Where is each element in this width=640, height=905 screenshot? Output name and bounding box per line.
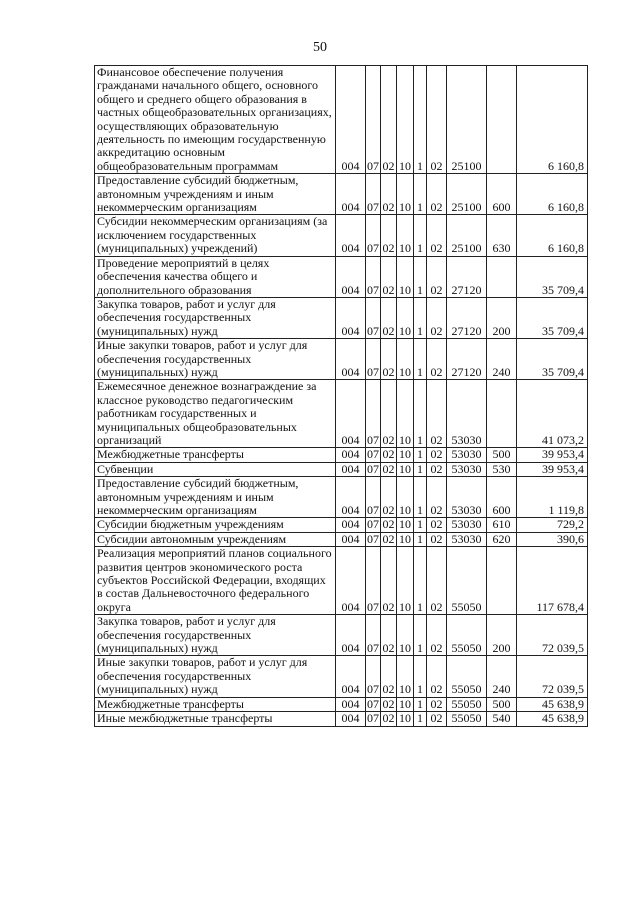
grbs-code-cell: 004	[336, 297, 366, 338]
program-code-cell: 10	[397, 656, 414, 697]
program-code-cell: 10	[397, 256, 414, 297]
program-code-cell: 10	[397, 547, 414, 615]
direction-code-cell: 53030	[447, 532, 487, 546]
row-name-cell	[95, 712, 336, 726]
table-row	[95, 66, 588, 174]
section-code-cell: 07	[366, 477, 381, 518]
amount-cell: 6 160,8	[517, 174, 588, 215]
section-code-cell: 07	[366, 215, 381, 256]
row-name-text: Субсидии автономным учреждениям	[97, 532, 287, 546]
direction-code-cell: 25100	[447, 215, 487, 256]
subprogram-code-cell: 1	[414, 547, 427, 615]
subsection-code-cell: 02	[382, 447, 395, 462]
grbs-code-cell: 004	[336, 448, 366, 462]
expense-type-code-cell	[487, 547, 517, 615]
row-name-cell	[95, 518, 336, 532]
event-code-cell: 02	[427, 339, 447, 380]
amount-cell: 39 953,4	[517, 462, 588, 476]
direction-code-cell: 53030	[447, 448, 487, 462]
section-code-cell: 07	[367, 517, 379, 532]
budget-table	[94, 65, 588, 727]
expense-type-code-cell: 600	[487, 174, 517, 215]
table-row	[95, 712, 588, 726]
table-row	[95, 380, 588, 448]
amount-cell: 35 709,4	[517, 256, 588, 297]
row-name-cell	[95, 339, 336, 380]
expense-type-code-cell: 630	[487, 215, 517, 256]
amount-cell: 39 953,4	[517, 448, 588, 462]
subsection-code-cell: 02	[382, 462, 395, 476]
expense-type-code-cell: 610	[487, 518, 517, 532]
program-code-cell: 10	[397, 174, 414, 215]
direction-code-cell: 53030	[447, 518, 487, 532]
section-code-cell: 07	[367, 462, 379, 476]
table-row	[95, 256, 588, 297]
direction-code-cell: 25100	[447, 174, 487, 215]
subsection-code-cell: 02	[382, 532, 395, 546]
program-code-cell: 10	[397, 66, 414, 174]
row-name-cell	[95, 380, 336, 448]
page-number: 50	[313, 40, 327, 55]
table-row	[95, 697, 588, 711]
table-row	[95, 518, 588, 532]
row-name-cell	[95, 477, 336, 518]
expense-type-code-cell: 540	[487, 712, 517, 726]
amount-cell: 41 073,2	[517, 380, 588, 448]
event-code-cell: 02	[427, 256, 447, 297]
expense-type-code-cell	[487, 380, 517, 448]
table-row	[95, 174, 588, 215]
table-row	[95, 339, 588, 380]
subprogram-code-cell: 1	[414, 256, 427, 297]
grbs-code-cell: 004	[336, 339, 366, 380]
direction-code-cell: 27120	[447, 256, 487, 297]
table-row	[95, 462, 588, 476]
direction-code-cell: 27120	[447, 297, 487, 338]
program-code-cell: 10	[397, 215, 414, 256]
expense-type-code-cell: 200	[487, 297, 517, 338]
event-code-cell: 02	[427, 215, 447, 256]
section-code-cell: 07	[366, 339, 381, 380]
event-code-cell: 02	[427, 297, 447, 338]
subprogram-code-cell: 1	[414, 532, 427, 546]
subprogram-code-cell: 1	[414, 448, 427, 462]
subsection-code-cell: 02	[381, 297, 397, 338]
expense-type-code-cell: 500	[487, 448, 517, 462]
amount-cell: 117 678,4	[517, 547, 588, 615]
table-row	[95, 615, 588, 656]
amount-cell: 1 119,8	[517, 477, 588, 518]
direction-code-cell: 55050	[447, 615, 487, 656]
expense-type-code-cell: 240	[487, 339, 517, 380]
direction-code-cell: 55050	[447, 712, 487, 726]
event-code-cell: 02	[427, 712, 447, 726]
row-name-text: Реализация мероприятий планов социального развития центров экономического роста субъектов Российской Федерации, входящих в состав Дальневосточного федерального округа	[97, 546, 332, 614]
subsection-code-cell: 02	[381, 174, 397, 215]
direction-code-cell: 53030	[447, 477, 487, 518]
subsection-code-cell: 02	[381, 339, 397, 380]
event-code-cell: 02	[427, 477, 447, 518]
expense-type-code-cell: 620	[487, 532, 517, 546]
section-code-cell: 07	[366, 297, 381, 338]
subprogram-code-cell: 1	[414, 215, 427, 256]
table-row	[95, 532, 588, 546]
subprogram-code-cell: 1	[414, 174, 427, 215]
section-code-cell: 07	[366, 380, 381, 448]
program-code-cell: 10	[397, 477, 414, 518]
amount-cell: 72 039,5	[517, 656, 588, 697]
subprogram-code-cell: 1	[414, 462, 427, 476]
row-name-cell	[95, 448, 336, 462]
section-code-cell: 07	[366, 547, 381, 615]
event-code-cell: 02	[427, 448, 447, 462]
row-name-text: Субсидии некоммерческим организациям (за исключением государственных (муниципальных) учреждений)	[97, 214, 328, 256]
expense-type-code-cell	[487, 256, 517, 297]
amount-cell: 72 039,5	[517, 615, 588, 656]
direction-code-cell: 55050	[447, 656, 487, 697]
row-name-text: Иные закупки товаров, работ и услуг для обеспечения государственных (муниципальных) нужд	[97, 655, 308, 697]
grbs-code-cell: 004	[336, 697, 366, 711]
program-code-cell: 10	[397, 712, 414, 726]
section-code-cell: 07	[366, 615, 381, 656]
grbs-code-cell: 004	[336, 532, 366, 546]
amount-cell: 6 160,8	[517, 215, 588, 256]
event-code-cell: 02	[427, 380, 447, 448]
grbs-code-cell: 004	[336, 462, 366, 476]
subprogram-code-cell: 1	[414, 697, 427, 711]
expense-type-code-cell: 240	[487, 656, 517, 697]
table-body	[95, 66, 588, 727]
row-name-text: Предоставление субсидий бюджетным, автономным учреждениям и иным некоммерческим организациям	[97, 173, 299, 215]
amount-cell: 45 638,9	[517, 697, 588, 711]
row-name-text: Межбюджетные трансферты	[97, 447, 244, 462]
direction-code-cell: 55050	[447, 697, 487, 711]
program-code-cell: 10	[397, 615, 414, 656]
subsection-code-cell: 02	[381, 66, 397, 174]
subprogram-code-cell: 1	[414, 477, 427, 518]
section-code-cell: 07	[367, 532, 379, 546]
row-name-cell	[95, 66, 336, 174]
subsection-code-cell: 02	[381, 215, 397, 256]
section-code-cell: 07	[367, 447, 379, 462]
subprogram-code-cell: 1	[414, 518, 427, 532]
row-name-text: Проведение мероприятий в целях обеспечения качества общего и дополнительного образования	[97, 256, 270, 297]
table-row	[95, 547, 588, 615]
expense-type-code-cell: 200	[487, 615, 517, 656]
event-code-cell: 02	[427, 66, 447, 174]
grbs-code-cell: 004	[336, 547, 366, 615]
subprogram-code-cell: 1	[414, 66, 427, 174]
event-code-cell: 02	[427, 174, 447, 215]
row-name-text: Закупка товаров, работ и услуг для обеспечения государственных (муниципальных) нужд	[97, 297, 276, 338]
event-code-cell: 02	[427, 615, 447, 656]
program-code-cell: 10	[397, 532, 414, 546]
row-name-cell	[95, 297, 336, 338]
row-name-cell	[95, 532, 336, 546]
expense-type-code-cell: 600	[487, 477, 517, 518]
amount-cell: 390,6	[517, 532, 588, 546]
section-code-cell: 07	[367, 711, 379, 726]
subprogram-code-cell: 1	[414, 380, 427, 448]
event-code-cell: 02	[427, 518, 447, 532]
row-name-text: Иные закупки товаров, работ и услуг для обеспечения государственных (муниципальных) нужд	[97, 338, 308, 379]
row-name-text: Ежемесячное денежное вознаграждение за классное руководство педагогическим работникам государственных и муниципальных общеобразовательных организаций	[97, 379, 317, 447]
subsection-code-cell: 02	[381, 656, 397, 697]
row-name-cell	[95, 256, 336, 297]
grbs-code-cell: 004	[336, 615, 366, 656]
amount-cell: 729,2	[517, 518, 588, 532]
subsection-code-cell: 02	[382, 517, 395, 532]
direction-code-cell: 55050	[447, 547, 487, 615]
row-name-text: Финансовое обеспечение получения гражданами начального общего, основного общего и среднего общего образования в частных общеобразовательных организациях, осуществляющих образовательную деятельность по имеющим государственную аккредитацию основным общеобразовательным программам	[97, 65, 332, 173]
program-code-cell: 10	[397, 380, 414, 448]
amount-cell: 45 638,9	[517, 712, 588, 726]
direction-code-cell: 27120	[447, 339, 487, 380]
subsection-code-cell: 02	[381, 380, 397, 448]
table-row	[95, 477, 588, 518]
grbs-code-cell: 004	[336, 518, 366, 532]
table-row	[95, 448, 588, 462]
event-code-cell: 02	[427, 656, 447, 697]
amount-cell: 35 709,4	[517, 297, 588, 338]
row-name-cell	[95, 615, 336, 656]
grbs-code-cell: 004	[336, 380, 366, 448]
program-code-cell: 10	[397, 297, 414, 338]
event-code-cell: 02	[427, 547, 447, 615]
section-code-cell: 07	[367, 697, 379, 711]
expense-type-code-cell: 500	[487, 697, 517, 711]
table-row	[95, 297, 588, 338]
expense-type-code-cell	[487, 66, 517, 174]
subsection-code-cell: 02	[381, 547, 397, 615]
event-code-cell: 02	[427, 462, 447, 476]
event-code-cell: 02	[427, 697, 447, 711]
grbs-code-cell: 004	[336, 712, 366, 726]
row-name-cell	[95, 656, 336, 697]
row-name-cell	[95, 697, 336, 711]
amount-cell: 35 709,4	[517, 339, 588, 380]
grbs-code-cell: 004	[336, 174, 366, 215]
subprogram-code-cell: 1	[414, 656, 427, 697]
program-code-cell: 10	[397, 462, 414, 476]
subprogram-code-cell: 1	[414, 712, 427, 726]
row-name-text: Субсидии бюджетным учреждениям	[97, 517, 284, 532]
subprogram-code-cell: 1	[414, 339, 427, 380]
row-name-text: Закупка товаров, работ и услуг для обеспечения государственных (муниципальных) нужд	[97, 614, 276, 656]
section-code-cell: 07	[366, 174, 381, 215]
row-name-text: Иные межбюджетные трансферты	[97, 711, 273, 726]
grbs-code-cell: 004	[336, 477, 366, 518]
row-name-text: Межбюджетные трансферты	[97, 697, 244, 711]
grbs-code-cell: 004	[336, 256, 366, 297]
row-name-cell	[95, 215, 336, 256]
subsection-code-cell: 02	[381, 256, 397, 297]
subsection-code-cell: 02	[381, 615, 397, 656]
program-code-cell: 10	[397, 518, 414, 532]
expense-type-code-cell: 530	[487, 462, 517, 476]
section-code-cell: 07	[366, 66, 381, 174]
subsection-code-cell: 02	[381, 477, 397, 518]
row-name-cell	[95, 547, 336, 615]
section-code-cell: 07	[366, 656, 381, 697]
amount-cell: 6 160,8	[517, 66, 588, 174]
subprogram-code-cell: 1	[414, 615, 427, 656]
grbs-code-cell: 004	[336, 656, 366, 697]
table-row	[95, 656, 588, 697]
row-name-text: Субвенции	[97, 462, 154, 476]
direction-code-cell: 53030	[447, 380, 487, 448]
program-code-cell: 10	[397, 448, 414, 462]
subsection-code-cell: 02	[382, 697, 395, 711]
program-code-cell: 10	[397, 339, 414, 380]
program-code-cell: 10	[397, 697, 414, 711]
row-name-text: Предоставление субсидий бюджетным, автономным учреждениям и иным некоммерческим организациям	[97, 476, 299, 517]
grbs-code-cell: 004	[336, 66, 366, 174]
section-code-cell: 07	[366, 256, 381, 297]
subprogram-code-cell: 1	[414, 297, 427, 338]
direction-code-cell: 53030	[447, 462, 487, 476]
subsection-code-cell: 02	[382, 711, 395, 726]
row-name-cell	[95, 462, 336, 476]
grbs-code-cell: 004	[336, 215, 366, 256]
event-code-cell: 02	[427, 532, 447, 546]
direction-code-cell: 25100	[447, 66, 487, 174]
row-name-cell	[95, 174, 336, 215]
table-row	[95, 215, 588, 256]
